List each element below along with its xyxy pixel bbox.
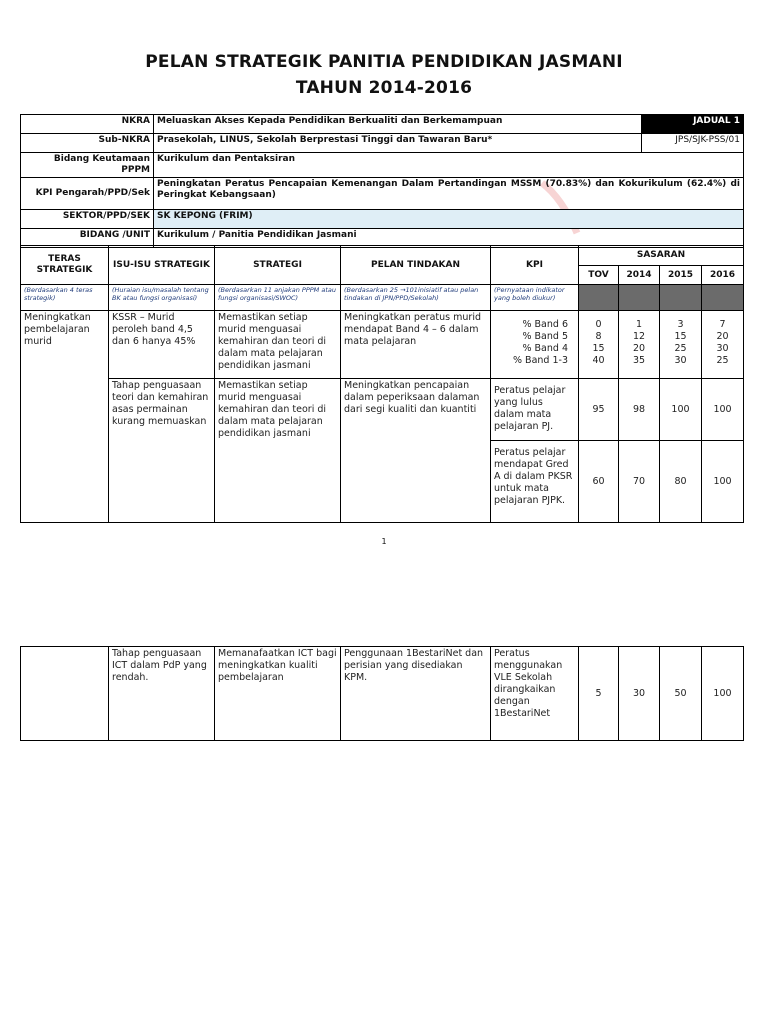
col-sasaran: SASARAN xyxy=(579,246,744,266)
kpi-cell: Peratus pelajar yang lulus dalam mata pelajaran PJ. xyxy=(491,379,579,441)
pelan-cell: Meningkatkan pencapaian dalam peperiksaan dalaman dari segi kualiti dan kuantiti xyxy=(341,379,491,523)
col-isu: ISU-ISU STRATEGIK xyxy=(109,246,215,285)
y2016-value: 100 xyxy=(702,441,744,523)
value: 40 xyxy=(592,355,605,366)
strategi-cell: Memanafaatkan ICT bagi meningkatkan kualiti pembelajaran xyxy=(215,647,341,741)
sektor-value: SK KEPONG (FRIM) xyxy=(154,210,744,229)
y2014-values xyxy=(619,311,660,379)
plan-table xyxy=(20,245,744,523)
col-pelan: PELAN TINDAKAN xyxy=(341,246,491,285)
value: 0 xyxy=(595,319,602,330)
isu-cell: Tahap penguasaan ICT dalam PdP yang rendah. xyxy=(109,647,215,741)
reference-code: JPS/SJK-PSS/01 xyxy=(642,134,744,153)
header-table xyxy=(20,114,744,248)
pelan-cell: Penggunaan 1BestariNet dan perisian yang disediakan KPM. xyxy=(341,647,491,741)
col-2014: 2014 xyxy=(619,266,660,285)
kpi-band: % Band 5 xyxy=(522,331,568,342)
tov-values xyxy=(579,311,619,379)
kpi-cell: Peratus menggunakan VLE Sekolah dirangkaikan dengan 1BestariNet xyxy=(491,647,579,741)
note-blank xyxy=(579,285,619,311)
kpi-band: % Band 4 xyxy=(522,343,568,354)
y2015-value: 50 xyxy=(660,647,702,741)
value: 30 xyxy=(674,355,687,366)
value: 35 xyxy=(632,355,646,366)
value: 15 xyxy=(674,331,687,342)
y2015-values xyxy=(660,311,702,379)
sektor-label: SEKTOR/PPD/SEK xyxy=(21,210,154,229)
subnkra-value: Prasekolah, LINUS, Sekolah Berprestasi Tinggi dan Tawaran Baru* xyxy=(154,134,642,153)
subnkra-label: Sub-NKRA xyxy=(21,134,154,153)
value: 8 xyxy=(595,331,602,342)
note-isu: (Huraian isu/masalah tentang BK atau fungsi organisasi) xyxy=(109,285,215,311)
col-2016: 2016 xyxy=(702,266,744,285)
y2014-value: 30 xyxy=(619,647,660,741)
pelan-cell: Meningkatkan peratus murid mendapat Band 4 – 6 dalam mata pelajaran xyxy=(341,311,491,379)
value: 3 xyxy=(677,319,684,330)
kpi-pengarah-label: KPI Pengarah/PPD/Sek xyxy=(21,178,154,210)
col-teras: TERAS STRATEGIK xyxy=(21,246,109,285)
note-strategi: (Berdasarkan 11 anjakan PPPM atau fungsi organisasi/SWOC) xyxy=(215,285,341,311)
tov-value: 5 xyxy=(579,647,619,741)
value: 1 xyxy=(635,319,643,330)
note-blank xyxy=(702,285,744,311)
y2016-values xyxy=(702,311,744,379)
value: 20 xyxy=(632,343,646,354)
y2015-value: 80 xyxy=(660,441,702,523)
isu-cell: Tahap penguasaan teori dan kemahiran asas permainan kurang memuaskan xyxy=(109,379,215,523)
value: 25 xyxy=(716,355,729,366)
unit-label: BIDANG /UNIT xyxy=(21,229,154,248)
y2015-value: 100 xyxy=(660,379,702,441)
nkra-label: NKRA xyxy=(21,115,154,134)
col-tov: TOV xyxy=(579,266,619,285)
y2014-value: 70 xyxy=(619,441,660,523)
page-title: PELAN STRATEGIK PANITIA PENDIDIKAN JASMANI xyxy=(145,52,623,72)
teras-cell-empty xyxy=(21,647,109,741)
note-blank xyxy=(619,285,660,311)
note-kpi: (Pernyataan indikator yang boleh diukur) xyxy=(491,285,579,311)
note-pelan: (Berdasarkan 25 →101inisiatif atau pelan tindakan di JPN/PPD/Sekolah) xyxy=(341,285,491,311)
kpi-cell: Peratus pelajar mendapat Gred A di dalam PKSR untuk mata pelajaran PJPK. xyxy=(491,441,579,523)
kpi-band: % Band 1-3 xyxy=(513,355,568,366)
note-teras: (Berdasarkan 4 teras strategik) xyxy=(21,285,109,311)
kpi-band-list xyxy=(491,311,579,379)
page-number: 1 xyxy=(381,537,387,546)
kpi-pengarah-value: Peningkatan Peratus Pencapaian Kemenangan Dalam Pertandingan MSSM (70.83%) dan Kokurikulum (62.4%) di Peringkat Kebangsaan) xyxy=(154,178,744,210)
note-blank xyxy=(660,285,702,311)
col-kpi: KPI xyxy=(491,246,579,285)
nkra-value: Meluaskan Akses Kepada Pendidikan Berkualiti dan Berkemampuan xyxy=(154,115,642,134)
strategi-cell: Memastikan setiap murid menguasai kemahiran dan teori di dalam mata pelajaran pendidikan jasmani xyxy=(215,311,341,379)
tov-value: 60 xyxy=(579,441,619,523)
col-strategi: STRATEGI xyxy=(215,246,341,285)
value: 12 xyxy=(632,331,646,342)
y2016-value: 100 xyxy=(702,379,744,441)
jadual-badge: JADUAL 1 xyxy=(642,115,744,134)
value: 7 xyxy=(719,319,726,330)
value: 20 xyxy=(716,331,729,342)
bidang-label: Bidang Keutamaan PPPM xyxy=(21,153,154,178)
tov-value: 95 xyxy=(579,379,619,441)
value: 15 xyxy=(592,343,605,354)
y2014-value: 98 xyxy=(619,379,660,441)
teras-cell: Meningkatkan pembelajaran murid xyxy=(21,311,109,523)
plan-table-continued xyxy=(20,646,744,741)
bidang-value: Kurikulum dan Pentaksiran xyxy=(154,153,744,178)
value: 30 xyxy=(716,343,729,354)
col-2015: 2015 xyxy=(660,266,702,285)
value: 25 xyxy=(674,343,687,354)
page-subtitle: TAHUN 2014-2016 xyxy=(295,78,473,98)
unit-value: Kurikulum / Panitia Pendidikan Jasmani xyxy=(154,229,744,248)
kpi-band: % Band 6 xyxy=(522,319,568,330)
y2016-value: 100 xyxy=(702,647,744,741)
isu-cell: KSSR – Murid peroleh band 4,5 dan 6 hanya 45% xyxy=(109,311,215,379)
strategi-cell: Memastikan setiap murid menguasai kemahiran dan teori di dalam mata pelajaran pendidikan jasmani xyxy=(215,379,341,523)
